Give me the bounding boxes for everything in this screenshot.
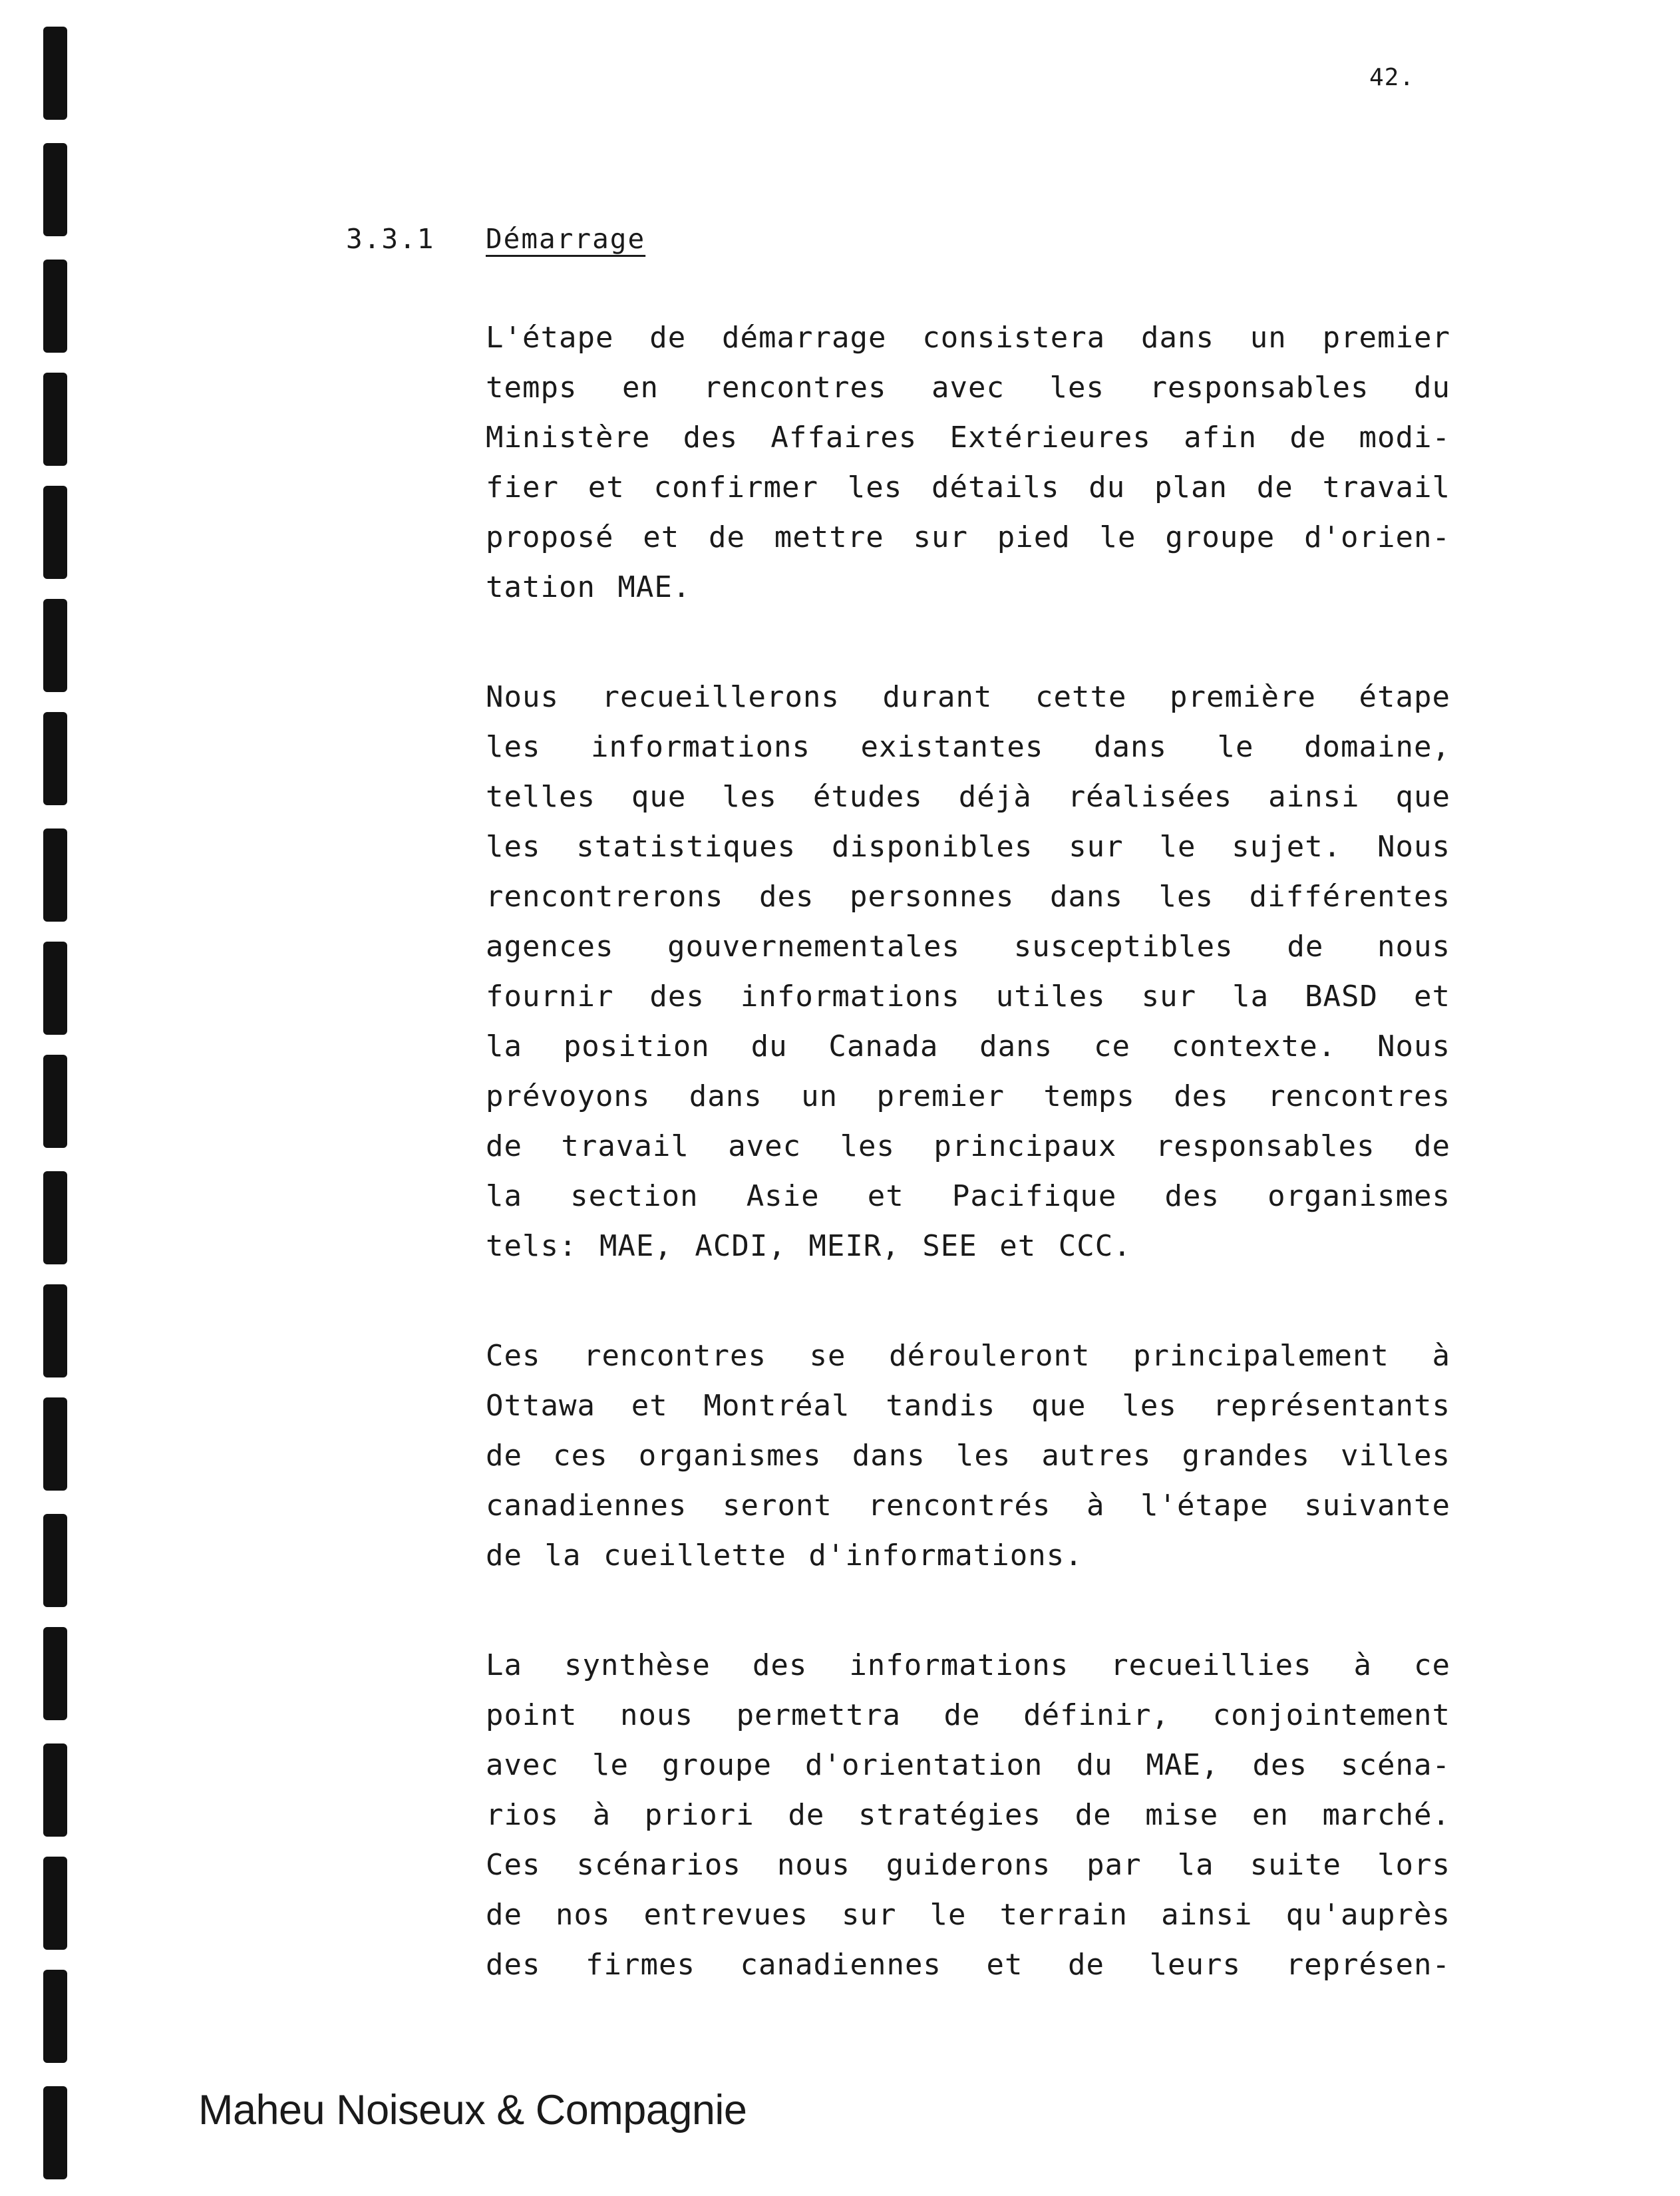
binding-holes (37, 0, 77, 2196)
binding-hole (43, 27, 67, 120)
binding-hole (43, 143, 67, 236)
binding-hole (43, 712, 67, 805)
section-title: Démarrage (486, 223, 646, 255)
paragraph (486, 1640, 1450, 1990)
binding-hole (43, 1743, 67, 1837)
text-line: agences gouvernementales susceptibles de nous (486, 930, 1450, 964)
paragraph (486, 672, 1450, 1271)
text-line: fier et confirmer les détails du plan de travail (486, 470, 1450, 504)
section-number: 3.3.1 (346, 223, 435, 255)
binding-hole (43, 2086, 67, 2179)
text-line: de la cueillette d'informations. (486, 1539, 1083, 1572)
binding-hole (43, 1171, 67, 1264)
text-line: point nous permettra de définir, conjointement (486, 1698, 1450, 1732)
binding-hole (43, 486, 67, 579)
paragraph (486, 313, 1450, 612)
footer-firm-name: Maheu Noiseux & Compagnie (198, 2087, 747, 2133)
text-line: tels: MAE, ACDI, MEIR, SEE et CCC. (486, 1229, 1132, 1263)
page-number: 42. (1369, 64, 1415, 91)
binding-hole (43, 1970, 67, 2063)
text-line: de ces organismes dans les autres grandes villes (486, 1439, 1450, 1473)
binding-hole (43, 1857, 67, 1950)
text-line: proposé et de mettre sur pied le groupe d'orien- (486, 520, 1450, 554)
text-line: les statistiques disponibles sur le sujet. Nous (486, 830, 1450, 864)
text-line: Ces scénarios nous guiderons par la suite lors (486, 1848, 1450, 1882)
text-line: Ces rencontres se dérouleront principalement à (486, 1339, 1450, 1373)
text-line: des firmes canadiennes et de leurs représen- (486, 1948, 1450, 1982)
text-line: canadiennes seront rencontrés à l'étape suivante (486, 1489, 1450, 1523)
text-line: La synthèse des informations recueillies à ce (486, 1648, 1450, 1682)
text-line: Ministère des Affaires Extérieures afin de modi- (486, 421, 1450, 455)
text-line: rencontrerons des personnes dans les différentes (486, 880, 1450, 914)
binding-hole (43, 1055, 67, 1148)
binding-hole (43, 1627, 67, 1720)
text-line: L'étape de démarrage consistera dans un premier (486, 321, 1450, 355)
binding-hole (43, 1514, 67, 1607)
text-line: prévoyons dans un premier temps des rencontres (486, 1079, 1450, 1113)
text-line: la position du Canada dans ce contexte. Nous (486, 1029, 1450, 1063)
paragraph (486, 1331, 1450, 1580)
text-line: temps en rencontres avec les responsables du (486, 371, 1450, 405)
text-line: Ottawa et Montréal tandis que les représentants (486, 1389, 1450, 1423)
text-line: fournir des informations utiles sur la BASD et (486, 980, 1450, 1013)
text-line: telles que les études déjà réalisées ainsi que (486, 780, 1450, 814)
text-line: la section Asie et Pacifique des organismes (486, 1179, 1450, 1213)
binding-hole (43, 260, 67, 353)
binding-hole (43, 1284, 67, 1377)
body-text (486, 313, 1450, 2050)
binding-hole (43, 942, 67, 1035)
section-heading (346, 223, 645, 255)
text-line: avec le groupe d'orientation du MAE, des scéna- (486, 1748, 1450, 1782)
text-line: rios à priori de stratégies de mise en marché. (486, 1798, 1450, 1832)
text-line: de travail avec les principaux responsables de (486, 1129, 1450, 1163)
binding-hole (43, 599, 67, 692)
binding-hole (43, 373, 67, 466)
text-line: Nous recueillerons durant cette première étape (486, 680, 1450, 714)
text-line: tation MAE. (486, 570, 691, 604)
text-line: de nos entrevues sur le terrain ainsi qu'auprès (486, 1898, 1450, 1932)
text-line: les informations existantes dans le domaine, (486, 730, 1450, 764)
binding-hole (43, 1397, 67, 1491)
binding-hole (43, 828, 67, 922)
